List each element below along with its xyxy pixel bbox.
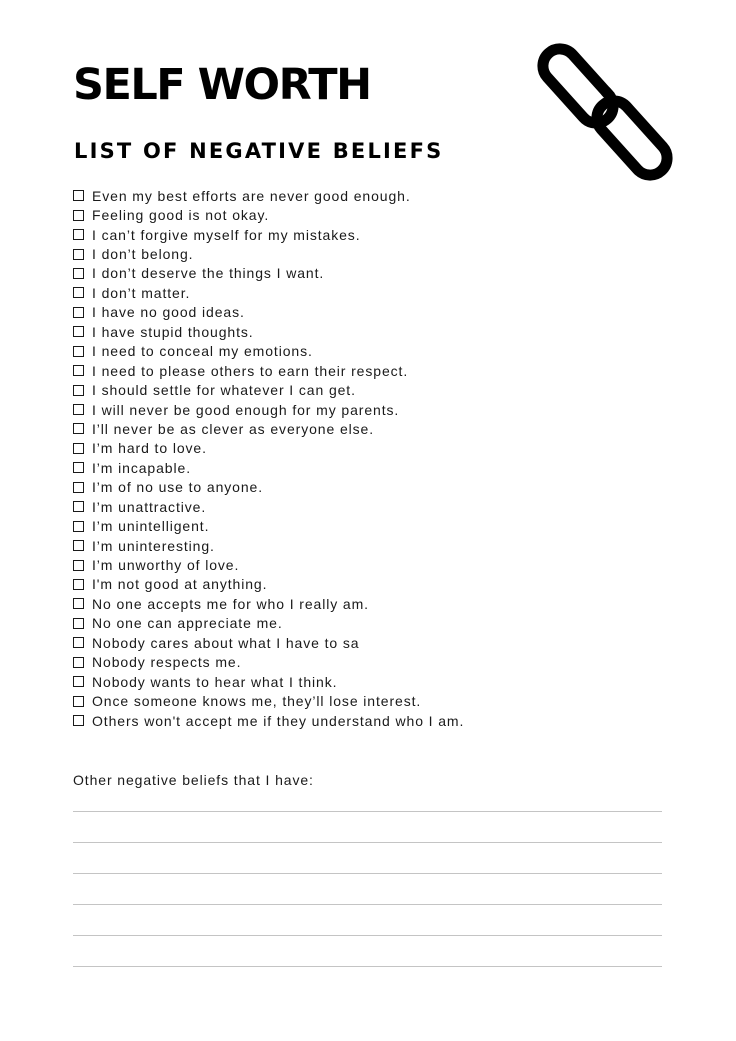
belief-text: I’m unintelligent. bbox=[92, 518, 210, 535]
belief-item[interactable] bbox=[73, 614, 464, 633]
belief-item[interactable] bbox=[73, 400, 464, 419]
belief-text: No one can appreciate me. bbox=[92, 615, 283, 632]
other-beliefs-label: Other negative beliefs that I have: bbox=[73, 772, 314, 788]
chain-link-icon bbox=[536, 38, 676, 184]
belief-item[interactable] bbox=[73, 672, 464, 691]
checkbox-icon[interactable] bbox=[73, 423, 84, 434]
belief-item[interactable] bbox=[73, 264, 464, 283]
belief-text: I don’t belong. bbox=[92, 246, 194, 263]
belief-text: Even my best efforts are never good enough. bbox=[92, 187, 411, 204]
belief-checklist bbox=[73, 186, 464, 730]
belief-text: I’m unattractive. bbox=[92, 498, 207, 515]
belief-text: I don’t deserve the things I want. bbox=[92, 265, 325, 282]
checkbox-icon[interactable] bbox=[73, 404, 84, 415]
writing-line[interactable] bbox=[73, 935, 662, 936]
belief-item[interactable] bbox=[73, 205, 464, 224]
belief-text: I’m incapable. bbox=[92, 459, 191, 476]
belief-item[interactable] bbox=[73, 691, 464, 710]
belief-text: No one accepts me for who I really am. bbox=[92, 595, 369, 612]
belief-item[interactable] bbox=[73, 575, 464, 594]
belief-item[interactable] bbox=[73, 361, 464, 380]
belief-text: I need to please others to earn their respect. bbox=[92, 362, 409, 379]
belief-text: I will never be good enough for my parents. bbox=[92, 401, 400, 418]
writing-line[interactable] bbox=[73, 811, 662, 812]
checkbox-icon[interactable] bbox=[73, 210, 84, 221]
checkbox-icon[interactable] bbox=[73, 676, 84, 687]
belief-text: I’m of no use to anyone. bbox=[92, 479, 264, 496]
writing-line[interactable] bbox=[73, 873, 662, 874]
belief-text: I don’t matter. bbox=[92, 284, 191, 301]
checkbox-icon[interactable] bbox=[73, 696, 84, 707]
belief-text: I need to conceal my emotions. bbox=[92, 343, 313, 360]
belief-item[interactable] bbox=[73, 458, 464, 477]
writing-line[interactable] bbox=[73, 966, 662, 967]
belief-text: Nobody wants to hear what I think. bbox=[92, 673, 338, 690]
belief-text: I have stupid thoughts. bbox=[92, 323, 254, 340]
belief-item[interactable] bbox=[73, 419, 464, 438]
belief-text: Feeling good is not okay. bbox=[92, 207, 270, 224]
checkbox-icon[interactable] bbox=[73, 385, 84, 396]
checkbox-icon[interactable] bbox=[73, 560, 84, 571]
belief-item[interactable] bbox=[73, 536, 464, 555]
checkbox-icon[interactable] bbox=[73, 618, 84, 629]
belief-item[interactable] bbox=[73, 244, 464, 263]
belief-item[interactable] bbox=[73, 186, 464, 205]
page-subtitle: LIST OF NEGATIVE BELIEFS bbox=[74, 139, 444, 163]
checkbox-icon[interactable] bbox=[73, 521, 84, 532]
belief-text: Once someone knows me, they’ll lose interest. bbox=[92, 693, 422, 710]
checkbox-icon[interactable] bbox=[73, 287, 84, 298]
belief-text: I’m unworthy of love. bbox=[92, 557, 240, 574]
checkbox-icon[interactable] bbox=[73, 598, 84, 609]
belief-text: Others won't accept me if they understand who I am. bbox=[92, 712, 465, 729]
checkbox-icon[interactable] bbox=[73, 540, 84, 551]
writing-line[interactable] bbox=[73, 842, 662, 843]
belief-text: I should settle for whatever I can get. bbox=[92, 382, 356, 399]
checkbox-icon[interactable] bbox=[73, 249, 84, 260]
checkbox-icon[interactable] bbox=[73, 346, 84, 357]
checkbox-icon[interactable] bbox=[73, 657, 84, 668]
checkbox-icon[interactable] bbox=[73, 579, 84, 590]
belief-item[interactable] bbox=[73, 633, 464, 652]
belief-item[interactable] bbox=[73, 555, 464, 574]
writing-line[interactable] bbox=[73, 904, 662, 905]
belief-text: I can’t forgive myself for my mistakes. bbox=[92, 226, 361, 243]
checkbox-icon[interactable] bbox=[73, 637, 84, 648]
belief-item[interactable] bbox=[73, 711, 464, 730]
checkbox-icon[interactable] bbox=[73, 715, 84, 726]
writing-lines[interactable] bbox=[73, 811, 662, 997]
belief-text: I'm not good at anything. bbox=[92, 576, 268, 593]
checkbox-icon[interactable] bbox=[73, 326, 84, 337]
page-title: SELF WORTH bbox=[73, 60, 371, 110]
belief-item[interactable] bbox=[73, 303, 464, 322]
belief-item[interactable] bbox=[73, 283, 464, 302]
checkbox-icon[interactable] bbox=[73, 307, 84, 318]
belief-item[interactable] bbox=[73, 497, 464, 516]
checkbox-icon[interactable] bbox=[73, 482, 84, 493]
checkbox-icon[interactable] bbox=[73, 443, 84, 454]
checkbox-icon[interactable] bbox=[73, 462, 84, 473]
checkbox-icon[interactable] bbox=[73, 365, 84, 376]
belief-text: I have no good ideas. bbox=[92, 304, 245, 321]
belief-text: I’ll never be as clever as everyone else. bbox=[92, 420, 375, 437]
checkbox-icon[interactable] bbox=[73, 190, 84, 201]
checkbox-icon[interactable] bbox=[73, 501, 84, 512]
belief-item[interactable] bbox=[73, 439, 464, 458]
belief-item[interactable] bbox=[73, 478, 464, 497]
belief-item[interactable] bbox=[73, 342, 464, 361]
belief-item[interactable] bbox=[73, 322, 464, 341]
belief-item[interactable] bbox=[73, 516, 464, 535]
belief-item[interactable] bbox=[73, 225, 464, 244]
belief-text: I’m uninteresting. bbox=[92, 537, 215, 554]
belief-text: Nobody cares about what I have to sa bbox=[92, 634, 360, 651]
belief-item[interactable] bbox=[73, 653, 464, 672]
belief-text: Nobody respects me. bbox=[92, 654, 242, 671]
belief-item[interactable] bbox=[73, 380, 464, 399]
belief-item[interactable] bbox=[73, 594, 464, 613]
checkbox-icon[interactable] bbox=[73, 229, 84, 240]
belief-text: I’m hard to love. bbox=[92, 440, 207, 457]
checkbox-icon[interactable] bbox=[73, 268, 84, 279]
